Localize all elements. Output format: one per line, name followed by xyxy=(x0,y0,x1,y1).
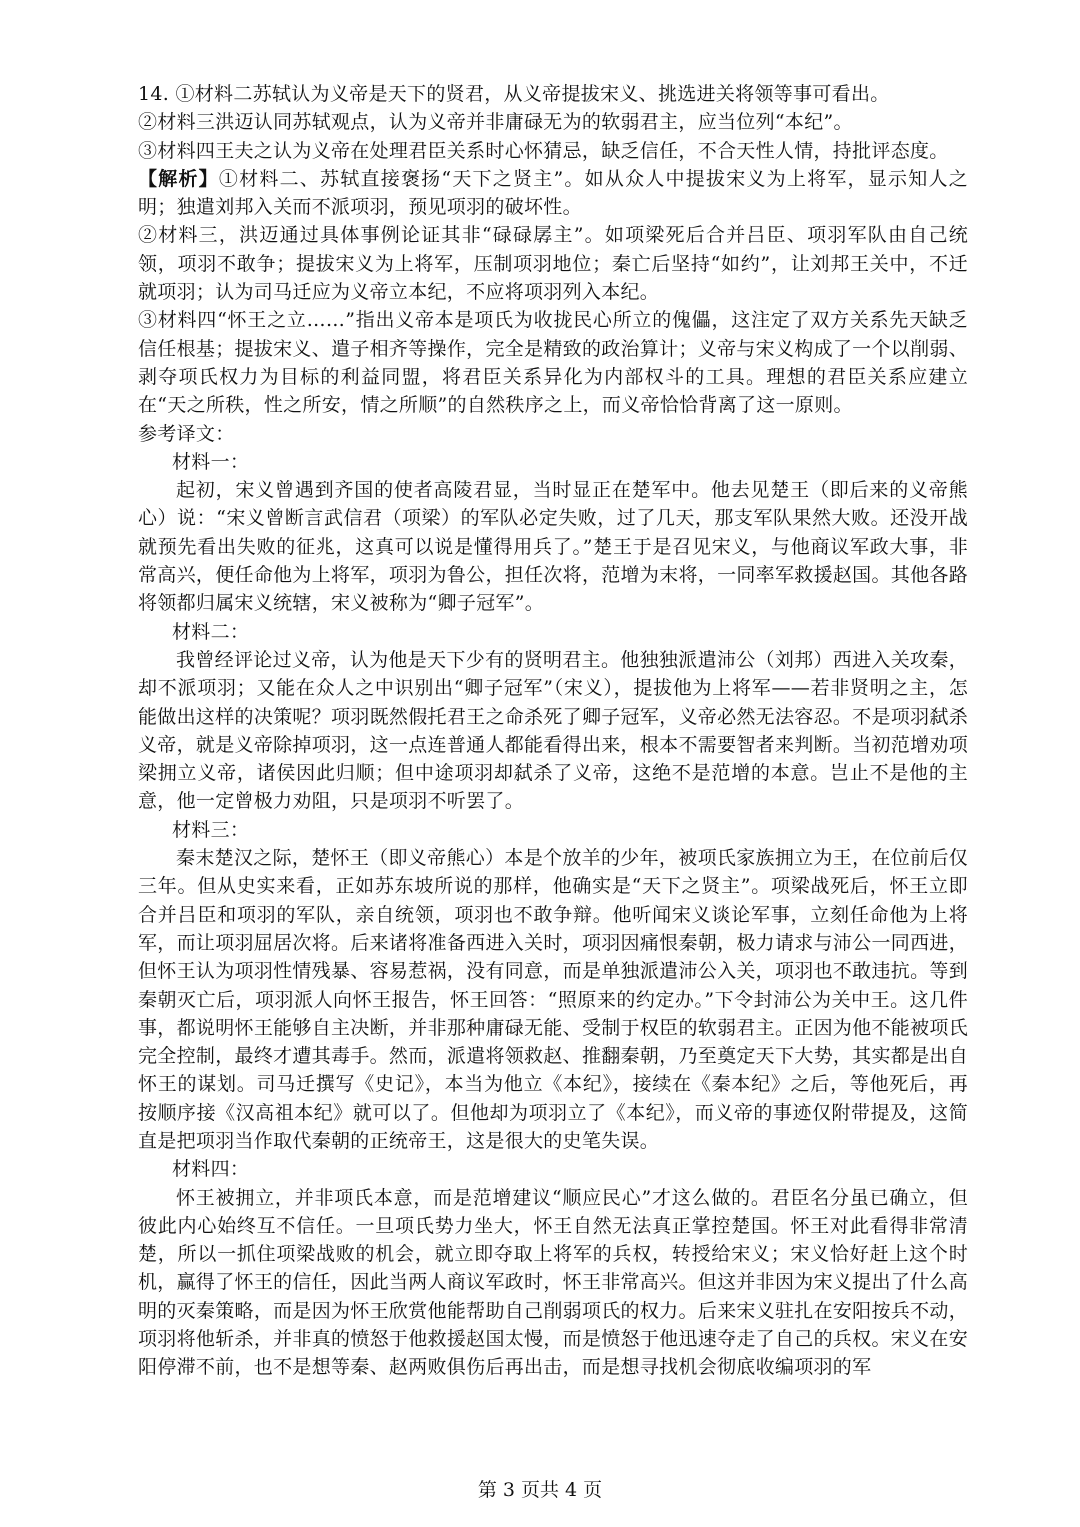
material-3-text: 秦末楚汉之际，楚怀王（即义帝熊心）本是个放羊的少年，被项氏家族拥立为王，在位前后仅三年。但从史实来看，正如苏东坡所说的那样，他确实是“天下之贤主”。项梁战死后，怀王立即合并吕臣和项羽的军队，亲自统领，项羽也不敢争辩。他听闻宋义谈论军事，立刻任命他为上将军，而让项羽屈居次将。后来诸将准备西进入关时，项羽因痛恨秦朝，极力请求与沛公一同西进，但怀王认为项羽性情残暴、容易惹祸，没有同意，而是单独派遣沛公入关，项羽也不敢违抗。等到秦朝灭亡后，项羽派人向怀王报告，怀王回答：“照原来的约定办。”下令封沛公为关中王。这几件事，都说明怀王能够自主决断，并非那种庸碌无能、受制于权臣的软弱君主。正因为他不能被项氏完全控制，最终才遭其毒手。然而，派遣将领救赵、推翻秦朝，乃至奠定天下大势，其实都是出自怀王的谋划。司马迁撰写《史记》，本当为他立《本纪》，接续在《秦本纪》之后，等他死后，再按顺序接《汉高祖本纪》就可以了。但他却为项羽立了《本纪》，而义帝的事迹仅附带提及，这简直是把项羽当作取代秦朝的正统帝王，这是很大的史笔失误。 xyxy=(138,847,968,1152)
material-4-text: 怀王被拥立，并非项氏本意，而是范增建议“顺应民心”才这么做的。君臣名分虽已确立，但彼此内心始终互不信任。一旦项氏势力坐大，怀王自然无法真正掌控楚国。怀王对此看得非常清楚，所以一抓住项梁战败的机会，就立即夺取上将军的兵权，转授给宋义；宋义恰好赶上这个时机，赢得了怀王的信任，因此当两人商议军政时，怀王非常高兴。但这并非因为宋义提出了什么高明的灭秦策略，而是因为怀王欣赏他能帮助自己削弱项氏的权力。后来宋义驻扎在安阳按兵不动，项羽将他斩杀，并非真的愤怒于他救援赵国太慢，而是愤怒于他迅速夺走了自己的兵权。宋义在安阳停滞不前，也不是想等秦、赵两败俱伤后再出击，而是想寻找机会彻底收编项羽的军 xyxy=(138,1186,968,1379)
material-2-heading: 材料二： xyxy=(172,620,250,643)
answer-line-3: ③材料四王夫之认为义帝在处理君臣关系时心怀猜忌，缺乏信任，不合天性人情，持批评态度。 xyxy=(138,139,949,162)
page-number: 第 3 页共 4 页 xyxy=(477,1479,603,1501)
material-1-text: 起初，宋义曾遇到齐国的使者高陵君显，当时显正在楚军中。他去见楚王（即后来的义帝熊心）说：“宋义曾断言武信君（项梁）的军队必定失败，过了几天，那支军队果然大败。还没开战就预先看出失败的征兆，这真可以说是懂得用兵了。”楚王于是召见宋义，与他商议军政大事，非常高兴，便任命他为上将军，项羽为鲁公，担任次将，范增为末将，一同率军救援赵国。其他各路将领都归属宋义统辖，宋义被称为“卿子冠军”。 xyxy=(138,479,968,615)
answer-line-1: 14. ①材料二苏轼认为义帝是天下的贤君，从义帝提拔宋义、挑选进关将领等事可看出。 xyxy=(138,83,890,105)
analysis-point-1 xyxy=(138,165,968,222)
material-2-text: 我曾经评论过义帝，认为他是天下少有的贤明君主。他独独派遣沛公（刘邦）西进入关攻秦，却不派项羽；又能在众人之中识别出“卿子冠军”（宋义），提拔他为上将军——若非贤明之主，怎能做出这样的决策呢？项羽既然假托君王之命杀死了卿子冠军，义帝必然无法容忍。不是项羽弑杀义帝，就是义帝除掉项羽，这一点连普通人都能看得出来，根本不需要智者来判断。当初范增劝项梁拥立义帝，诸侯因此归顺；但中途项羽却弑杀了义帝，这绝不是范增的本意。岂止不是他的主意，他一定曾极力劝阻，只是项羽不听罢了。 xyxy=(138,648,968,813)
material-3-heading: 材料三： xyxy=(172,818,250,841)
material-1-heading: 材料一： xyxy=(172,450,250,473)
material-4-heading: 材料四： xyxy=(172,1158,250,1181)
page-body xyxy=(138,80,968,1382)
analysis-point-2: ②材料三，洪迈通过具体事例论证其非“碌碌孱主”。如项梁死后合并吕臣、项羽军队由自己统领，项羽不敢争；提拔宋义为上将军，压制项羽地位；秦亡后坚持“如约”，让刘邦王关中，不迁就项羽；认为司马迁应为义帝立本纪，不应将项羽列入本纪。 xyxy=(138,224,968,304)
translation-title: 参考译文： xyxy=(138,422,235,445)
analysis-point-3: ③材料四“怀王之立……”指出义帝本是项氏为收拢民心所立的傀儡，这注定了双方关系先天缺乏信任根基；提拔宋义、遣子相齐等操作，完全是精致的政治算计；义帝与宋义构成了一个以削弱、剥夺项氏权力为目标的利益同盟，将君臣关系异化为内部权斗的工具。理想的君臣关系应建立在“天之所秩，性之所安，情之所顺”的自然秩序之上，而义帝恰恰背离了这一原则。 xyxy=(138,309,968,417)
answer-line-2: ②材料三洪迈认同苏轼观点，认为义帝并非庸碌无为的软弱君主，应当位列“本纪”。 xyxy=(138,111,853,134)
analysis-label: 【解析】 xyxy=(138,167,219,190)
analysis-text-1: ①材料二、苏轼直接褒扬“天下之贤主”。如从众人中提拔宋义为上将军，显示知人之明；独遣刘邦入关而不派项羽，预见项羽的破坏性。 xyxy=(138,167,968,219)
